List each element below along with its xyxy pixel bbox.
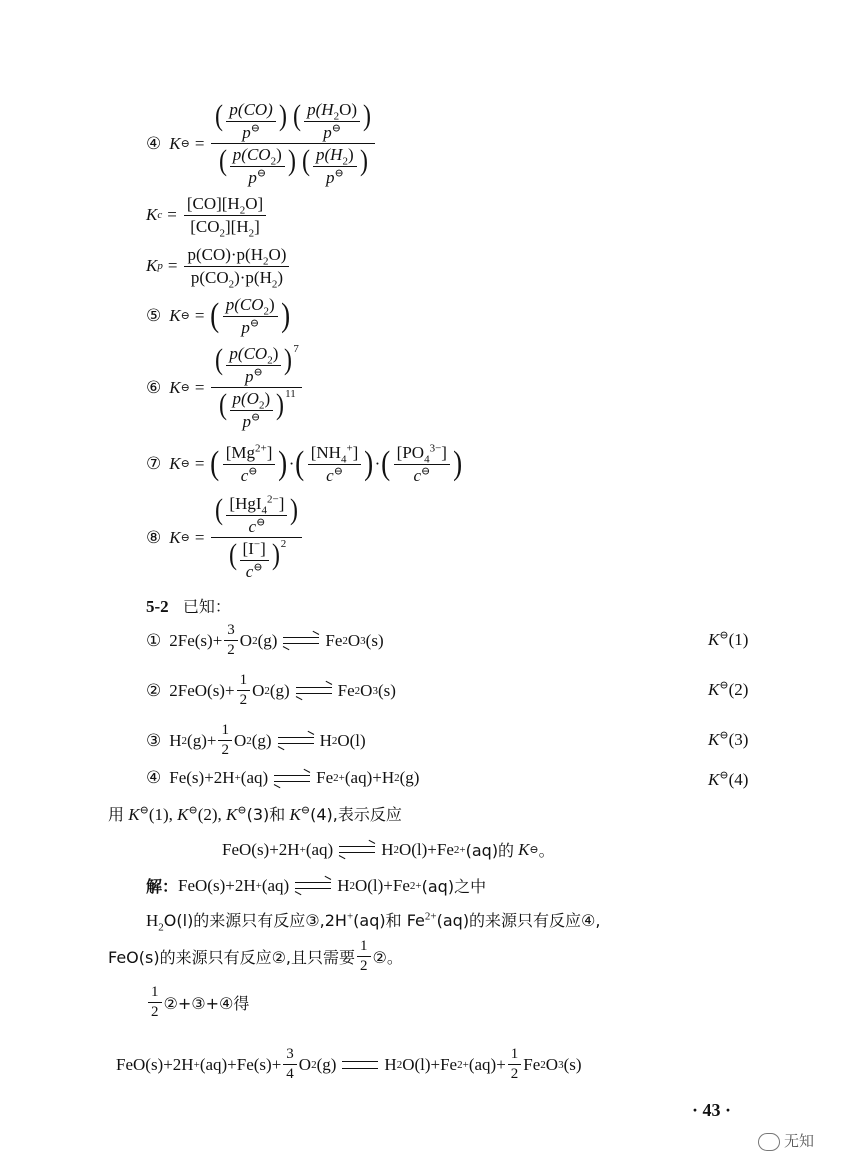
- solution-line-4: $\frac{1}{2}$ ②+③+④得: [146, 984, 249, 1022]
- equation-6: ⑥ K ⊖ = ( $\frac{p(CO_2)}{p^⊖}$ )$^7$ ( $\frac{p(O_2)}{p^⊖}$ )$^{11}$: [146, 344, 304, 431]
- solution-line-1: 解： FeO(s)+2H + (aq) H 2 O(l)+Fe 2+ (aq)之中: [146, 875, 487, 896]
- equation-5: ⑤ K ⊖ = ( $\frac{p(CO_2)}{p^⊖}$ ): [146, 295, 290, 337]
- k-label-3: K⊖(3): [708, 729, 749, 749]
- k-label-2: K⊖(2): [708, 679, 749, 699]
- reaction-1: ① 2Fe(s)+ $\frac{3}{2}$ O 2 (g) Fe 2 O 3 (s): [146, 622, 384, 659]
- equals-sign: [342, 1061, 378, 1069]
- equilibrium-arrow: [283, 636, 319, 645]
- solution-line-3: FeO(s)的来源只有反应②,且只需要 $\frac{1}{2}$ ②。: [108, 938, 403, 975]
- k-label-1: K⊖(1): [708, 629, 749, 649]
- wechat-icon: [758, 1133, 780, 1151]
- equation-kc: K c = $\frac{[CO][H_2O]}{[CO_2][H_2]}$: [146, 194, 268, 236]
- section-heading: 5-2 已知：: [146, 597, 231, 616]
- reaction-3: ③ H 2 (g)+ $\frac{1}{2}$ O 2 (g) H 2 O(l): [146, 722, 366, 759]
- equation-kp: K p = $\frac{p(CO)\cdot p(H_2O)}{p(CO_2)\cdot p(H_2)}$: [146, 245, 291, 287]
- circled-number: ④: [146, 133, 162, 154]
- solution-line-2: $H_2O(l)$的来源只有反应③,2H+(aq)和 $Fe^{2+}(aq)$的来源只有反应④,: [146, 910, 601, 934]
- reaction-4: ④ Fe(s)+2H + (aq) Fe 2+ (aq)+H 2 (g): [146, 768, 420, 788]
- equilibrium-arrow: [339, 845, 375, 854]
- final-equation: FeO(s)+2H + (aq)+Fe(s)+ $\frac{3}{4}$ O 2 (g) H 2 O(l)+Fe 2+ (aq)+ $\frac{1}{2}$ Fe 2 O 3 (s): [116, 1046, 582, 1083]
- equilibrium-arrow: [296, 686, 332, 695]
- k-label-4: K⊖(4): [708, 769, 749, 789]
- reaction-2: ② 2FeO(s)+ $\frac{1}{2}$ O 2 (g) Fe 2 O 3 (s): [146, 672, 396, 709]
- watermark: 无知: [758, 1130, 814, 1151]
- equation-7: ⑦ K ⊖ = ( $\frac{[Mg^{2+}]}{c^⊖}$ ) · ( $\frac{[NH_4^+]}{c^⊖}$ ) · ( $\frac{[PO_4^{3-}]}{c^⊖}$ ): [146, 442, 463, 485]
- fraction-main: ( $\frac{p(CO)}{p^⊖}$ ) ( $\frac{p(H_2O)}{p^⊖}$ ) ( $\frac{p(CO_2)}{p^⊖}$ ) ( $\frac{p(H_2)}{p^⊖}$ ): [211, 100, 375, 187]
- equilibrium-arrow: [278, 736, 314, 745]
- equation-4: ④ K ⊖ = ( $\frac{p(CO)}{p^⊖}$ ) ( $\frac{p(H_2O)}{p^⊖}$ ) ( $\frac{p(CO_2)}{p^⊖}$ ) ( $\frac{p(H_2)}{p^⊖}$ ): [146, 100, 377, 187]
- equilibrium-arrow: [274, 774, 310, 783]
- question-line-1: 用 K⊖(1), K⊖(2), K⊖(3)和 K⊖(4),表示反应: [108, 804, 402, 824]
- page-number: · 43 ·: [692, 1100, 732, 1120]
- question-line-2: FeO(s)+2H + (aq) H 2 O(l)+Fe 2+ (aq)的 K ⊖ 。: [222, 839, 555, 860]
- equilibrium-arrow: [295, 881, 331, 890]
- equation-8: ⑧ K ⊖ = ( $\frac{[HgI_4^{2-}]}{c^⊖}$ ) ( $\frac{[I^-]}{c^⊖}$ )$^2$: [146, 494, 304, 581]
